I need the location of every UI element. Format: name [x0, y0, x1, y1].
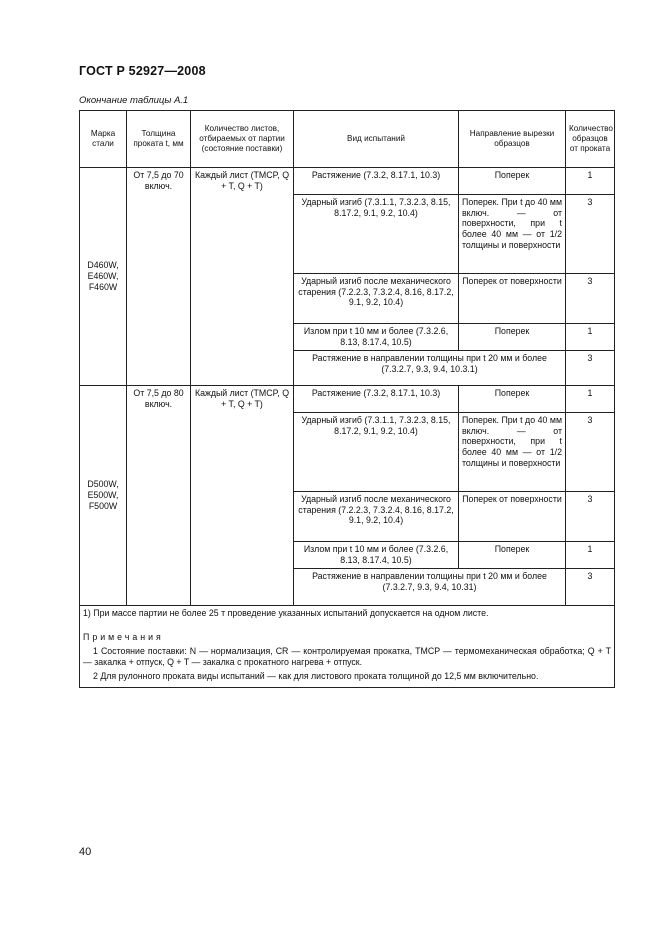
table-footer-row — [80, 606, 615, 688]
table-row — [80, 168, 615, 195]
notes-title: Примечания — [83, 631, 164, 642]
test-cell: Излом при t 10 мм и более (7.3.2.6, 8.13, 8.17.4, 10.5) — [294, 324, 459, 351]
direction-cell: Поперек. При t до 40 мм включ. — от поверхности, при t более 40 мм — от 1/2 толщины и поверхности — [459, 195, 566, 274]
col-header-count: Количество образцов от проката — [566, 111, 615, 168]
direction-cell: Поперек — [459, 168, 566, 195]
test-cell: Ударный изгиб после механического старения (7.2.2.3, 7.3.2.4, 8.16, 8.17.2, 9.1, 9.2, 10.4) — [294, 492, 459, 542]
count-cell: 1 — [566, 168, 615, 195]
count-cell: 1 — [566, 386, 615, 413]
through-thickness-test-cell: Растяжение в направлении толщины при t 20 мм и более (7.3.2.7, 9.3, 9.4, 10.31) — [294, 569, 566, 606]
grade-cell: D500W, E500W, F500W — [80, 386, 127, 606]
count-cell: 3 — [566, 413, 615, 492]
col-header-quantity: Количество листов, отбираемых от партии (состояние поставки) — [191, 111, 294, 168]
count-cell: 3 — [566, 274, 615, 324]
document-header: ГОСТ Р 52927—2008 — [79, 64, 206, 78]
table-header-row — [80, 111, 615, 168]
thickness-cell: От 7,5 до 70 включ. — [127, 168, 191, 386]
grade-cell: D460W, E460W, F460W — [80, 168, 127, 386]
col-header-grade: Марка стали — [80, 111, 127, 168]
table-caption: Окончание таблицы А.1 — [79, 95, 189, 106]
test-table — [79, 110, 615, 688]
test-cell: Растяжение (7.3.2, 8.17.1, 10.3) — [294, 168, 459, 195]
direction-cell: Поперек — [459, 542, 566, 569]
test-cell: Ударный изгиб после механического старения (7.2.2.3, 7.3.2.4, 8.16, 8.17.2, 9.1, 9.2, 10.4) — [294, 274, 459, 324]
direction-cell: Поперек от поверхности — [459, 492, 566, 542]
footnote: 1) При массе партии не более 25 т проведение указанных испытаний допускается на одном листе. — [83, 608, 489, 618]
table-row — [80, 386, 615, 413]
direction-cell: Поперек — [459, 324, 566, 351]
test-cell: Ударный изгиб (7.3.1.1, 7.3.2.3, 8.15, 8.17.2, 9.1, 9.2, 10.4) — [294, 413, 459, 492]
quantity-cell: Каждый лист (TMCP, Q + T, Q + T) — [191, 168, 294, 386]
col-header-thickness: Толщина проката t, мм — [127, 111, 191, 168]
page-number: 40 — [79, 846, 92, 858]
through-thickness-test-cell: Растяжение в направлении толщины при t 20 мм и более (7.3.2.7, 9.3, 9.4, 10.3.1) — [294, 351, 566, 386]
thickness-cell: От 7,5 до 80 включ. — [127, 386, 191, 606]
count-cell: 3 — [566, 351, 615, 386]
count-cell: 3 — [566, 492, 615, 542]
direction-cell: Поперек — [459, 386, 566, 413]
note-item: 2 Для рулонного проката виды испытаний — как для листового проката толщиной до 12,5 мм включительно. — [93, 670, 539, 681]
col-header-direction: Направление вырезки образцов — [459, 111, 566, 168]
direction-cell: Поперек. При t до 40 мм включ. — от поверхности, при t более 40 мм — от 1/2 толщины и поверхности — [459, 413, 566, 492]
direction-cell: Поперек от поверхности — [459, 274, 566, 324]
note-item: 1 Состояние поставки: N — нормализация, CR — контролируемая прокатка, TMCP — термомеханическая обработка; Q + T — закалка + отпуск, Q + T — закалка с прокатного нагрева + отпуск. — [83, 646, 611, 668]
test-cell: Растяжение (7.3.2, 8.17.1, 10.3) — [294, 386, 459, 413]
count-cell: 3 — [566, 195, 615, 274]
quantity-cell: Каждый лист (TMCP, Q + T, Q + T) — [191, 386, 294, 606]
count-cell: 3 — [566, 569, 615, 606]
col-header-test: Вид испытаний — [294, 111, 459, 168]
count-cell: 1 — [566, 324, 615, 351]
count-cell: 1 — [566, 542, 615, 569]
test-cell: Излом при t 10 мм и более (7.3.2.6, 8.13, 8.17.4, 10.5) — [294, 542, 459, 569]
table-footer — [80, 606, 615, 688]
test-cell: Ударный изгиб (7.3.1.1, 7.3.2.3, 8.15, 8.17.2, 9.1, 9.2, 10.4) — [294, 195, 459, 274]
